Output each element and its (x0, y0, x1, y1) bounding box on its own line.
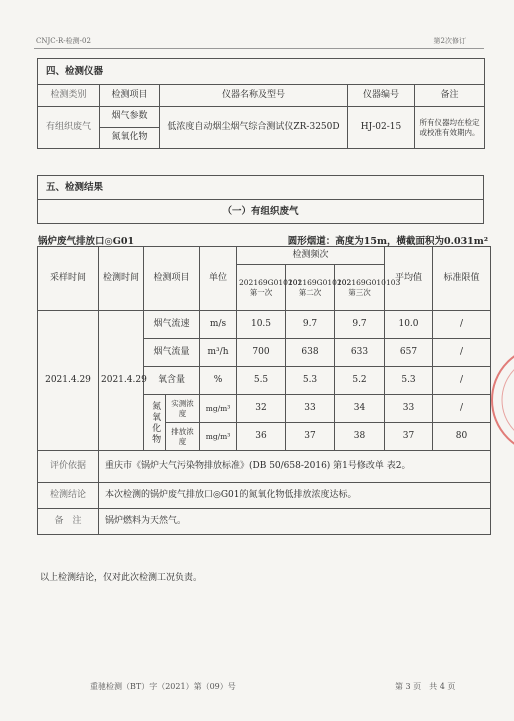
header-divider (34, 48, 484, 49)
report-number: 重驰检测（BT）字（2021）第（09）号 (90, 682, 236, 691)
row-avg: 657 (385, 339, 433, 367)
row-item: 氧含量 (144, 367, 200, 395)
col-instrument-no: 仪器编号 (348, 85, 415, 107)
sampling-date: 2021.4.29 (38, 311, 99, 451)
header-doc-code: CNJC-R-检测-02 (36, 37, 91, 45)
row-v2: 37 (286, 423, 335, 451)
col-sampling-time: 采样时间 (38, 247, 99, 311)
remark-label: 备 注 (38, 509, 99, 535)
col-average: 平均值 (385, 247, 433, 311)
col-test-time: 检测时间 (99, 247, 144, 311)
row-v3: 633 (335, 339, 385, 367)
basis-label: 评价依据 (38, 451, 99, 483)
row-v1: 10.5 (237, 311, 286, 339)
row-v3: 34 (335, 395, 385, 423)
freq-col-2: 202169G010102 第二次 (286, 265, 335, 311)
disclaimer-note: 以上检测结论，仅对此次检测工况负责。 (40, 573, 203, 583)
seal-stamp (488, 300, 514, 500)
row-v1: 32 (237, 395, 286, 423)
col-item: 检测项目 (100, 85, 160, 107)
col-unit: 单位 (200, 247, 237, 311)
instrument-no-cell: HJ-02-15 (348, 107, 415, 149)
section5-title: 五、检测结果 (38, 176, 484, 200)
remark-text: 锅炉燃料为天然气。 (99, 509, 491, 535)
outlet-label: 锅炉废气排放口◎G01 (38, 236, 135, 247)
section5-subtitle: （一）有组织废气 (38, 200, 484, 224)
outlet-row (38, 233, 488, 247)
row-v3: 5.2 (335, 367, 385, 395)
chimney-info: 圆形烟道：高度为15m，横截面积为0.031m² (287, 236, 488, 247)
row-avg: 37 (385, 423, 433, 451)
basis-text: 重庆市《锅炉大气污染物排放标准》(DB 50/658-2016) 第1号修改单 表2。 (99, 451, 491, 483)
results-heading-table (37, 175, 484, 224)
row-v1: 36 (237, 423, 286, 451)
results-table (37, 246, 491, 535)
instrument-cell: 低浓度自动烟尘烟气综合测试仪ZR-3250D (160, 107, 348, 149)
conclusion-text: 本次检测的锅炉废气排放口◎G01的氮氧化物低排放浓度达标。 (99, 483, 491, 509)
row-subitem: 排放浓度 (166, 423, 200, 451)
row-v1: 5.5 (237, 367, 286, 395)
category-cell: 有组织废气 (38, 107, 100, 149)
test-date: 2021.4.29 (99, 311, 144, 451)
row-avg: 10.0 (385, 311, 433, 339)
col-test-item: 检测项目 (144, 247, 200, 311)
row-unit: mg/m³ (200, 395, 237, 423)
row-v2: 5.3 (286, 367, 335, 395)
col-limit: 标准限值 (433, 247, 491, 311)
row-unit: % (200, 367, 237, 395)
row-unit: m³/h (200, 339, 237, 367)
row-item: 烟气流速 (144, 311, 200, 339)
row-item: 烟气流量 (144, 339, 200, 367)
remark-cell: 所有仪器均在检定或校准有效期内。 (415, 107, 485, 149)
conclusion-label: 检测结论 (38, 483, 99, 509)
nox-label: 氮氧化物 (144, 395, 166, 451)
row-limit: / (433, 311, 491, 339)
row-avg: 5.3 (385, 367, 433, 395)
row-unit: m/s (200, 311, 237, 339)
col-frequency: 检测频次 (237, 247, 385, 265)
table-row (38, 311, 491, 339)
row-limit: / (433, 367, 491, 395)
row-limit: 80 (433, 423, 491, 451)
row-v2: 9.7 (286, 311, 335, 339)
header-version: 第2次修订 (433, 37, 466, 45)
row-avg: 33 (385, 395, 433, 423)
row-v3: 9.7 (335, 311, 385, 339)
row-v2: 33 (286, 395, 335, 423)
item-flue-params: 烟气参数 (100, 107, 160, 128)
section4-title: 四、检测仪器 (38, 59, 485, 85)
col-remark: 备注 (415, 85, 485, 107)
row-v3: 38 (335, 423, 385, 451)
row-v1: 700 (237, 339, 286, 367)
col-category: 检测类别 (38, 85, 100, 107)
col-instrument: 仪器名称及型号 (160, 85, 348, 107)
row-v2: 638 (286, 339, 335, 367)
freq-col-1: 202169G010101 第一次 (237, 265, 286, 311)
instrument-table (37, 58, 485, 149)
row-limit: / (433, 339, 491, 367)
row-subitem: 实测浓度 (166, 395, 200, 423)
page-number: 第 3 页 共 4 页 (395, 682, 456, 691)
row-unit: mg/m³ (200, 423, 237, 451)
row-limit: / (433, 395, 491, 423)
item-nox: 氮氧化物 (100, 128, 160, 149)
freq-col-3: 202169G010103 第三次 (335, 265, 385, 311)
